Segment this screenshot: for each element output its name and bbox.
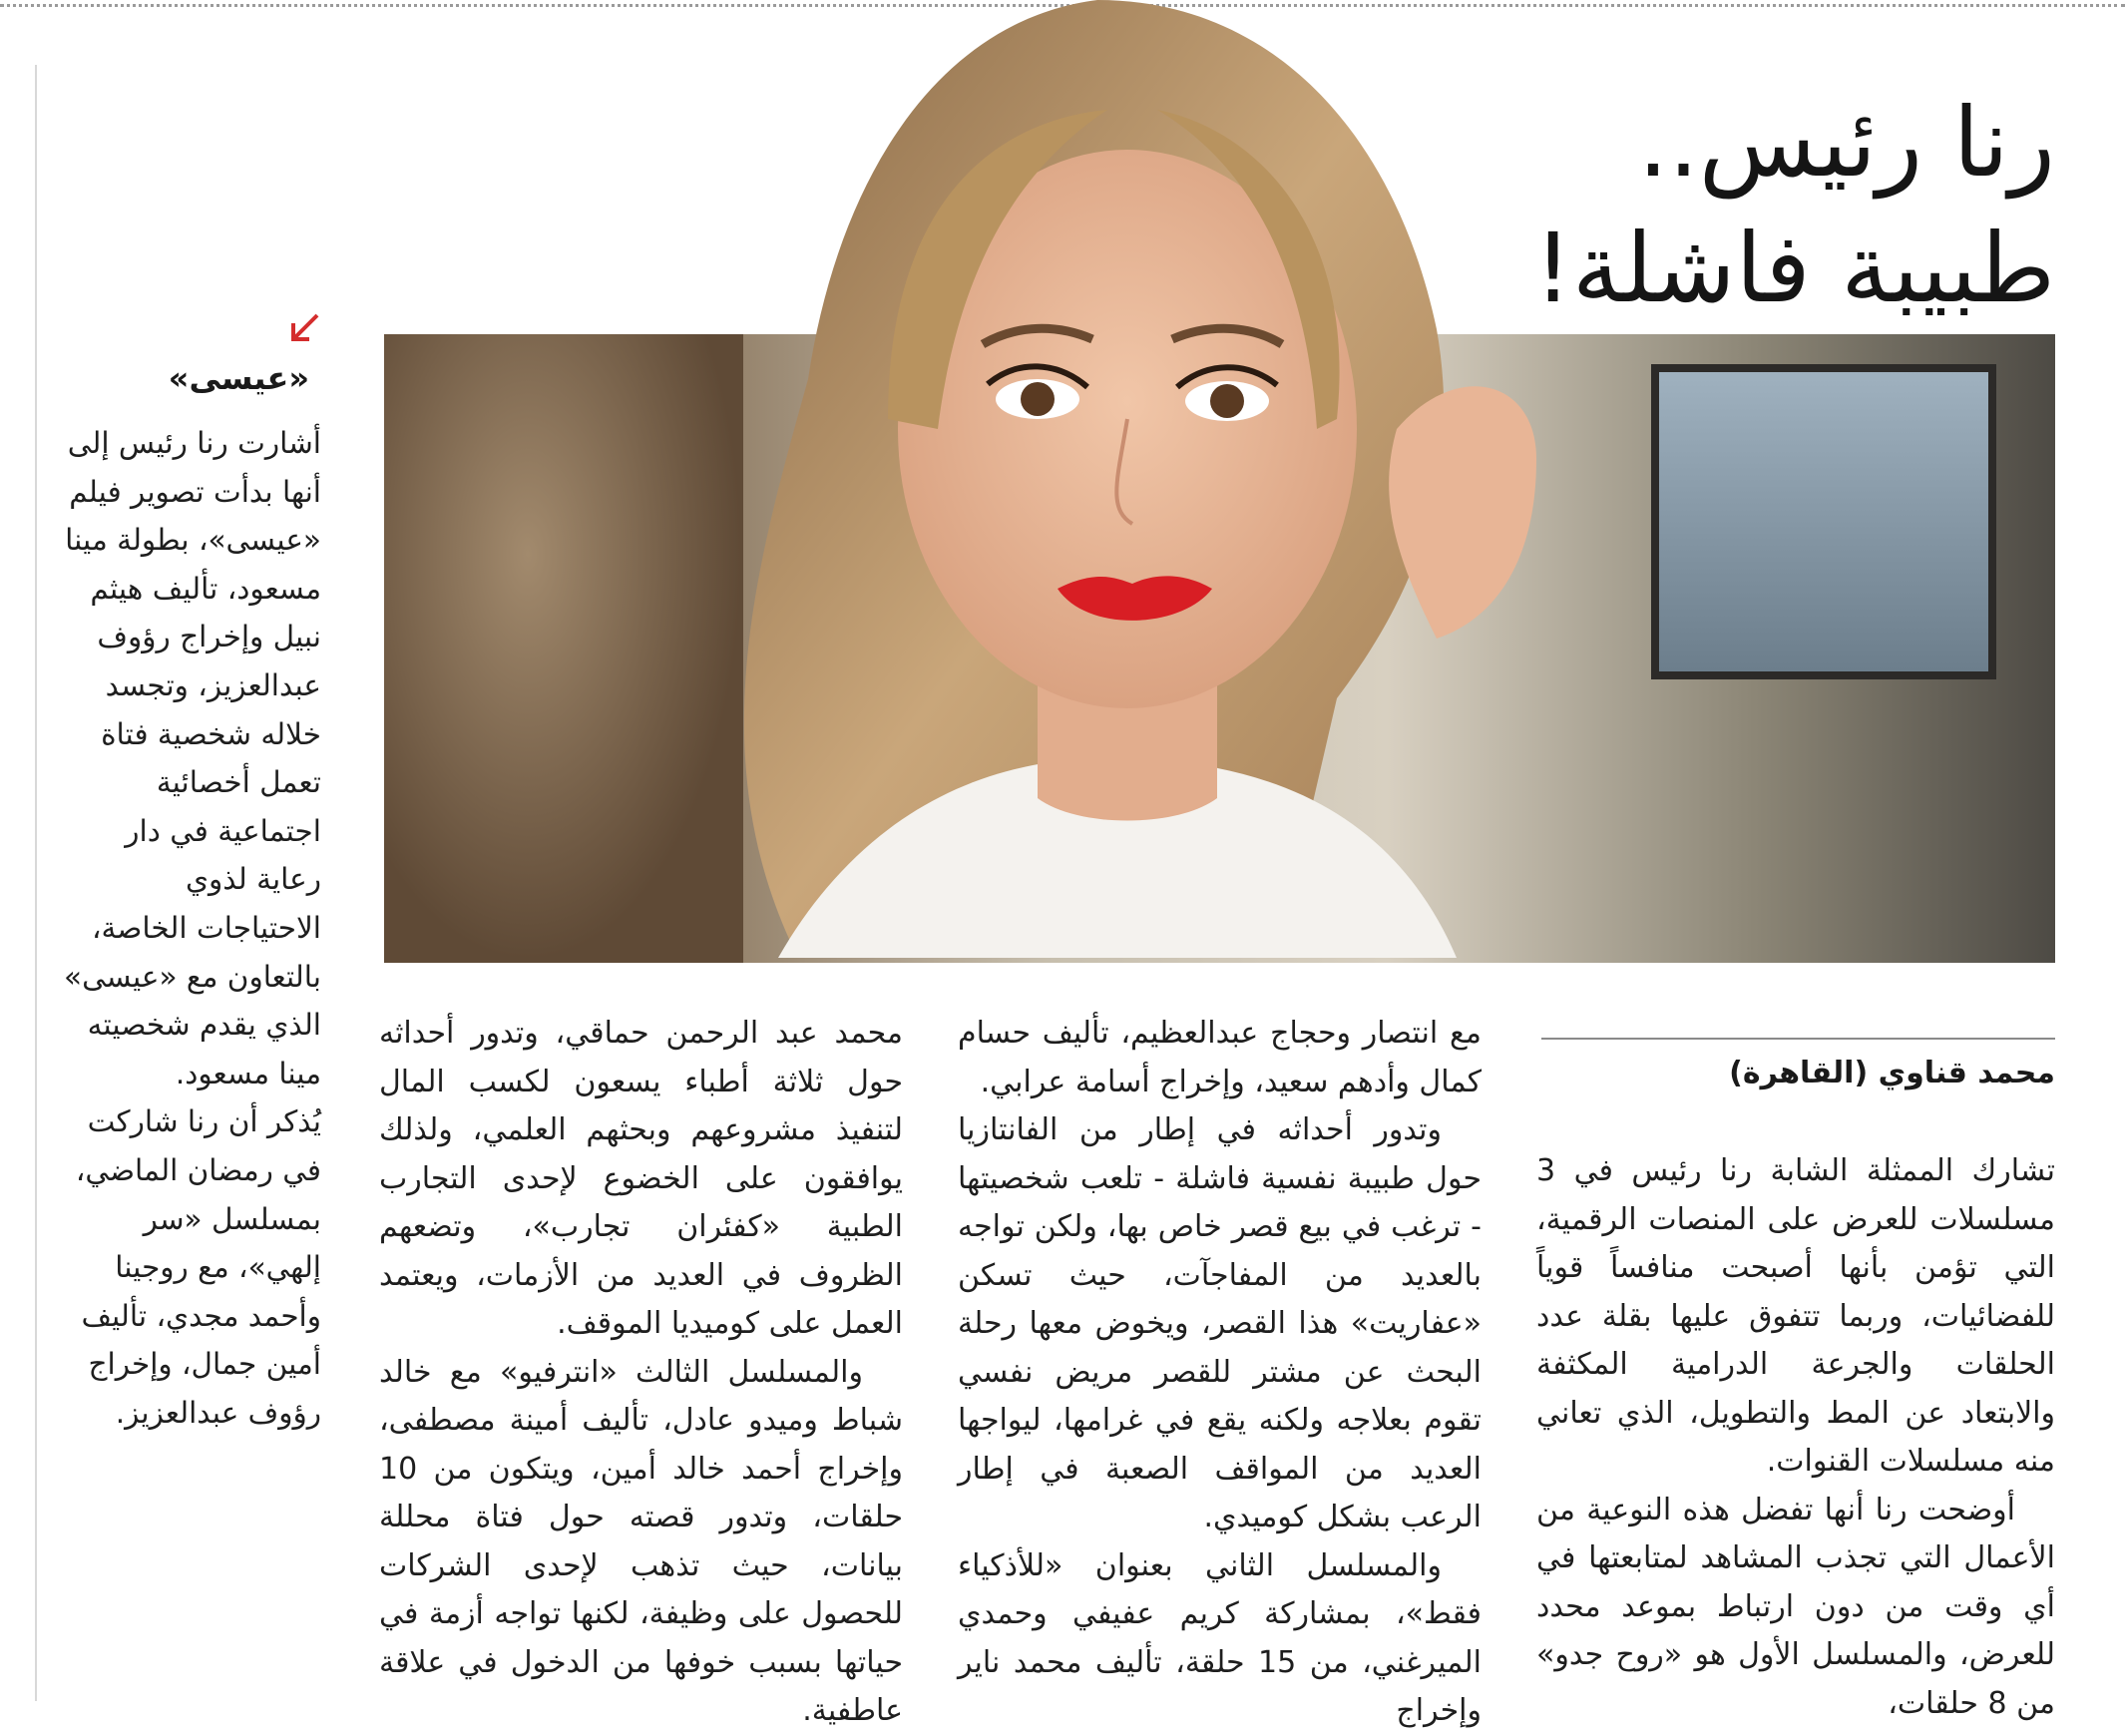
paragraph: تشارك الممثلة الشابة رنا رئيس في 3 مسلسلات للعرض على المنصات الرقمية، التي تؤمن بأنها أصبحت منافساً قوياً للفضائيات، وربما تتفوق عليها بقلة عدد الحلقات والجرعة الدرامية المكثفة والابتعاد عن المط والتطويل، الذي تعاني منه مسلسلات القنوات.	[1536, 1153, 2055, 1479]
headline-line-1: رنا رئيس..	[1637, 87, 2055, 199]
article-column-1	[1536, 1147, 2055, 1728]
left-column-rule	[35, 65, 37, 1701]
paragraph: أوضحت رنا أنها تفضل هذه النوعية من الأعمال التي تجذب المشاهد لمتابعتها في أي وقت من دون ارتباط بموعد محدد للعرض، والمسلسل الأول هو «روح جدو» من 8 حلقات،	[1536, 1492, 2055, 1721]
headline	[1496, 80, 2055, 331]
sidebar-title: «عيسى»	[168, 359, 309, 397]
sidebar-paragraph: يُذكر أن رنا شاركت في رمضان الماضي، بمسلسل «سر إلهي»، مع روجينا وأحمد مجدي، تأليف أمين جمال، وإخراج رؤوف عبدالعزيز.	[75, 1104, 321, 1430]
paragraph: محمد عبد الرحمن حماقي، وتدور أحداثه حول ثلاثة أطباء يسعون لكسب المال لتنفيذ مشروعهم وبحثهم العلمي، ولذلك يوافقون على الخضوع لإحدى التجارب الطبية «كفئران تجارب»، وتضعهم الظروف في العديد من الأزمات، ويعتمد العمل على كوميديا الموقف.	[379, 1016, 903, 1341]
portrait-illustration	[638, 0, 1536, 963]
byline: محمد قناوي (القاهرة)	[1729, 1056, 2055, 1090]
headline-line-2: طبيبة فاشلة!	[1533, 213, 2055, 324]
paragraph: مع انتصار وحجاج عبدالعظيم، تأليف حسام كمال وأدهم سعيد، وإخراج أسامة عرابي.	[958, 1016, 1482, 1099]
article-column-2	[958, 1010, 1482, 1736]
paragraph: والمسلسل الثاني بعنوان «للأذكياء فقط»، بمشاركة كريم عفيفي وحمدي الميرغني، من 15 حلقة، تأليف محمد ناير وإخراج	[958, 1547, 1482, 1728]
byline-rule	[1541, 1038, 2055, 1040]
sidebar-paragraph: أشارت رنا رئيس إلى أنها بدأت تصوير فيلم «عيسى»، بطولة مينا مسعود، تأليف هيثم نبيل وإخراج رؤوف عبدالعزيز، وتجسد خلاله شخصية فتاة تعمل أخصائية اجتماعية في دار رعاية لذوي الاحتياجات الخاصة، بالتعاون مع «عيسى» الذي يقدم شخصيته مينا مسعود.	[64, 426, 321, 1090]
paragraph: وتدور أحداثه في إطار من الفانتازيا حول طبيبة نفسية فاشلة - تلعب شخصيتها - ترغب في بيع قصر خاص بها، ولكن تواجه بالعديد من المفاجآت، حيث تسكن «عفاريت» هذا القصر، ويخوض معها رحلة البحث عن مشتر للقصر مريض نفسي تقوم بعلاجه ولكنه يقع في غرامها، ليواجها العديد من المواقف الصعبة في إطار الرعب بشكل كوميدي.	[958, 1112, 1482, 1534]
article-column-3	[379, 1010, 903, 1736]
sidebar-text	[60, 419, 321, 1437]
paragraph: والمسلسل الثالث «انترفيو» مع خالد شباط وميدو عادل، تأليف أمينة مصطفى، وإخراج أحمد خالد أمين، ويتكون من 10 حلقات، وتدور قصته حول فتاة محللة بيانات، حيث تذهب لإحدى الشركات للحصول على وظيفة، لكنها تواجه أزمة في حياتها بسبب خوفها من الدخول في علاقة عاطفية.	[379, 1354, 903, 1728]
arrow-down-left-icon	[287, 311, 321, 345]
photo-background-painting	[1651, 364, 1996, 679]
